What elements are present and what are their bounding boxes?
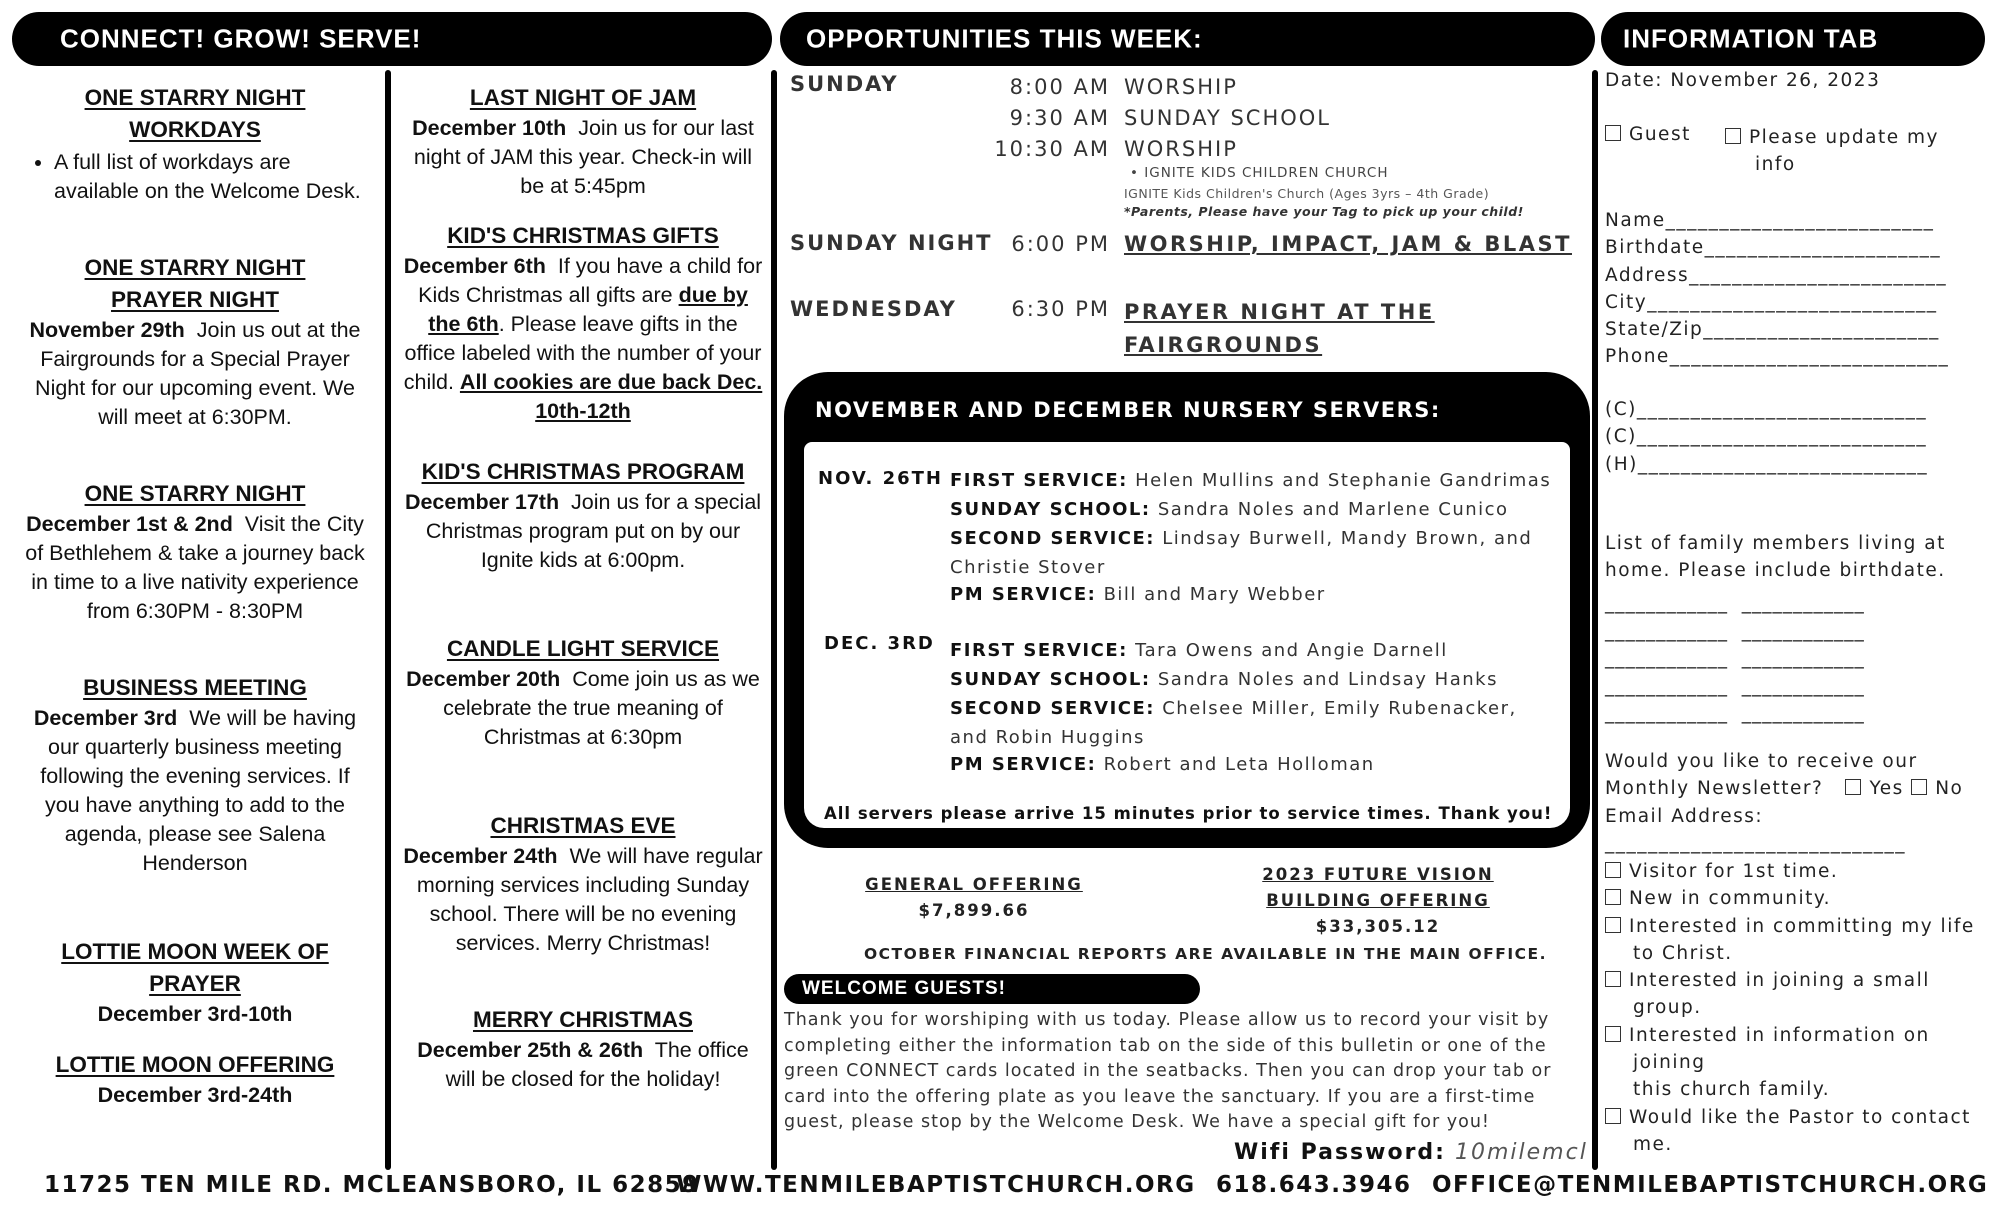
nursery-row: SUNDAY SCHOOL: Sandra Noles and Lindsay Hanks	[950, 669, 1498, 690]
email-field[interactable]: ____________________________	[1605, 832, 1906, 854]
sched-time: 9:30 AM	[1009, 106, 1110, 130]
event-prayer-night	[20, 252, 370, 432]
event-workdays	[20, 82, 370, 206]
family-line[interactable]: ____________ ____________	[1605, 593, 1865, 614]
sched-parents-note: *Parents, Please have your Tag to pick up your child!	[1124, 204, 1524, 219]
contact-fields[interactable]	[1605, 207, 1949, 371]
building-offering-label: 2023 FUTURE VISION BUILDING OFFERING	[1262, 865, 1494, 910]
info-tab-header	[1601, 12, 1985, 66]
family-members-lines[interactable]	[1605, 590, 1865, 728]
welcome-header	[784, 974, 1200, 1004]
checkbox-icon[interactable]	[1845, 779, 1861, 795]
event-title: KID'S CHRISTMAS PROGRAM	[421, 459, 745, 484]
sched-sunday-night: SUNDAY NIGHT	[790, 231, 993, 255]
address-field[interactable]: Address________________________	[1605, 264, 1948, 286]
checkbox-icon[interactable]	[1605, 125, 1621, 141]
nursery-footer: All servers please arrive 15 minutes prior to service times. Thank you!	[824, 804, 1553, 823]
event-body: December 17th Join us for a special Christmas program put on by our Ignite kids at 6:00pm.	[404, 490, 762, 572]
opt-small-group[interactable]: Interested in joining a small group.	[1605, 967, 1975, 1022]
guest-checkbox[interactable]: Guest	[1605, 124, 1691, 145]
sched-wednesday: WEDNESDAY	[790, 297, 957, 321]
event-starry-night	[20, 478, 370, 626]
event-title: CANDLE LIGHT SERVICE	[446, 636, 720, 661]
nursery-title: NOVEMBER AND DECEMBER NURSERY SERVERS:	[815, 398, 1441, 422]
newsletter-section	[1605, 748, 1963, 857]
nursery-row: SECOND SERVICE: Lindsay Burwell, Mandy Brown, and Christie Stover	[950, 528, 1533, 578]
welcome-header-text: WELCOME GUESTS!	[802, 978, 1006, 999]
checkbox-icon[interactable]	[1605, 889, 1621, 905]
event-business-meeting	[20, 672, 370, 878]
event-title: MERRY CHRISTMAS	[472, 1007, 693, 1032]
event-body: December 3rd We will be having our quarterly business meeting following the evening services. If you have anything to add to the agenda, please see Salena Henderson	[33, 706, 357, 875]
event-title: BUSINESS MEETING	[83, 675, 307, 700]
footer-email[interactable]: OFFICE@TENMILEBAPTISTCHURCH.ORG	[1432, 1172, 1989, 1198]
family-members-prompt: List of family members living at home. Please include birthdate.	[1605, 533, 1946, 581]
nursery-row: SUNDAY SCHOOL: Sandra Noles and Marlene Cunico	[950, 499, 1509, 520]
home-field[interactable]: (H)___________________________	[1605, 453, 1929, 475]
event-body: December 25th & 26th The office will be closed for the holiday!	[417, 1038, 749, 1091]
nursery-date: NOV. 26TH	[818, 468, 943, 489]
footer-address: 11725 TEN MILE RD. MCLEANSBORO, IL 62859	[44, 1172, 700, 1198]
sched-activity: WORSHIP	[1124, 75, 1238, 99]
connect-header-text: CONNECT! GROW! SERVE!	[60, 23, 422, 54]
opt-commit-life[interactable]: Interested in committing my life to Christ.	[1605, 913, 1975, 968]
general-offering-label: GENERAL OFFERING	[865, 875, 1083, 894]
opt-pastor-contact[interactable]: Would like the Pastor to contact me.	[1605, 1104, 1975, 1159]
event-merry-christmas	[400, 1004, 766, 1094]
newsletter-question: Would you like to receive our	[1605, 751, 1918, 772]
info-date: Date: November 26, 2023	[1605, 70, 1881, 91]
footer-phone: 618.643.3946	[1216, 1172, 1412, 1198]
sched-link-worship[interactable]: WORSHIP, IMPACT, JAM & BLAST	[1124, 232, 1572, 256]
connect-header	[12, 12, 772, 66]
checkbox-icon[interactable]	[1725, 128, 1741, 144]
opt-visitor[interactable]: Visitor for 1st time.	[1605, 858, 1975, 885]
family-line[interactable]: ____________ ____________	[1605, 675, 1865, 697]
event-title: KID'S CHRISTMAS GIFTS	[447, 223, 719, 248]
name-field[interactable]: Name_________________________	[1605, 210, 1935, 231]
opt-church-info[interactable]: Interested in information on joining this church family.	[1605, 1022, 1975, 1104]
event-title: LOTTIE MOON WEEK OF PRAYER	[61, 939, 329, 996]
sched-time: 6:30 PM	[1011, 297, 1110, 321]
sched-sunday: SUNDAY	[790, 72, 899, 96]
opportunities-header-text: OPPORTUNITIES THIS WEEK:	[806, 23, 1203, 54]
event-title: ONE STARRY NIGHT PRAYER NIGHT	[84, 255, 306, 312]
sched-time: 8:00 AM	[1009, 75, 1110, 99]
event-lottie-week	[20, 936, 370, 1029]
divider-right	[1592, 70, 1598, 1170]
event-body: December 6th If you have a child for Kids Christmas all gifts are due by the 6th. Please leave gifts in the office labeled with the number of your child. All cookies are due back Dec. 10th-12th	[403, 254, 763, 423]
event-title: CHRISTMAS EVE	[490, 813, 676, 838]
event-last-jam	[400, 82, 766, 201]
left-events-column	[20, 82, 370, 1110]
family-line[interactable]: ____________ ____________	[1605, 648, 1865, 669]
checkbox-icon[interactable]	[1605, 1108, 1621, 1124]
footer-website[interactable]: WWW.TENMILEBAPTISTCHURCH.ORG	[676, 1172, 1196, 1198]
financial-reports-note: OCTOBER FINANCIAL REPORTS ARE AVAILABLE IN THE MAIN OFFICE.	[864, 945, 1547, 963]
nursery-row: FIRST SERVICE: Tara Owens and Angie Darnell	[950, 640, 1448, 661]
newsletter-options: Monthly Newsletter? Yes No	[1605, 778, 1964, 800]
event-date: December 3rd-24th	[97, 1083, 293, 1107]
event-body: December 10th Join us for our last night of JAM this year. Check-in will be at 5:45pm	[412, 116, 754, 198]
family-line[interactable]: ____________ ____________	[1605, 703, 1865, 724]
event-date: December 3rd-10th	[97, 1002, 293, 1026]
sched-time: 10:30 AM	[994, 137, 1110, 161]
sched-activity: WORSHIP	[1124, 137, 1238, 161]
nursery-row: PM SERVICE: Robert and Leta Holloman	[950, 754, 1375, 775]
event-body: November 29th Join us out at the Fairgrounds for a Special Prayer Night for our upcoming event. We will meet at 6:30PM.	[29, 318, 361, 429]
opt-new-community[interactable]: New in community.	[1605, 885, 1975, 912]
birthdate-field[interactable]: Birthdate______________________	[1605, 237, 1942, 259]
general-offering	[844, 872, 1104, 924]
sched-time: 6:00 PM	[1011, 232, 1110, 256]
nursery-row: PM SERVICE: Bill and Mary Webber	[950, 584, 1326, 605]
event-title: LAST NIGHT OF JAM	[469, 85, 697, 110]
event-bullet: • A full list of workdays are available on the Welcome Desk.	[54, 148, 370, 206]
event-body: December 24th We will have regular morning services including Sunday school. There will be no evening services. Merry Christmas!	[403, 844, 763, 955]
event-title: LOTTIE MOON OFFERING	[55, 1052, 335, 1077]
city-field[interactable]: City___________________________	[1605, 291, 1938, 313]
divider-left	[385, 70, 391, 1170]
checkbox-icon[interactable]	[1605, 1026, 1621, 1042]
cell-field-1[interactable]: (C)___________________________	[1605, 399, 1928, 420]
welcome-text: Thank you for worshiping with us today. Please allow us to record your visit by completing either the information tab on the side of this bulletin or one of the green CONNECT cards located in the seatbacks. Then you can drop your tab or card into the offering plate as you leave the sanctuary. If you are a first-time guest, please stop by the Welcome Desk. We have a special gift for you!	[784, 1010, 1552, 1132]
event-title: ONE STARRY NIGHT	[84, 481, 306, 506]
event-body: December 1st & 2nd Visit the City of Bethlehem & take a journey back in time to a live nativity experience from 6:30PM - 8:30PM	[25, 512, 365, 623]
sched-ignite-sub: IGNITE Kids Children's Church (Ages 3yrs – 4th Grade)	[1124, 186, 1490, 201]
event-candle-light	[400, 633, 766, 752]
phone-field[interactable]: Phone__________________________	[1605, 346, 1950, 368]
event-kids-gifts	[400, 220, 766, 426]
event-body: December 20th Come join us as we celebrate the true meaning of Christmas at 6:30pm	[406, 667, 760, 749]
middle-events-column	[400, 82, 766, 1094]
event-bullets	[20, 148, 370, 206]
checkbox-icon[interactable]	[1605, 917, 1621, 933]
newsletter-no[interactable]: No	[1935, 778, 1964, 800]
cell-field-2[interactable]: (C)___________________________	[1605, 426, 1928, 448]
sched-link-prayer-night[interactable]: PRAYER NIGHT AT THE FAIRGROUNDS	[1124, 300, 1435, 357]
info-tab-header-text: INFORMATION TAB	[1623, 23, 1879, 54]
nursery-date: DEC. 3RD	[824, 633, 935, 654]
wifi-password: Wifi Password: 10milemcl	[1234, 1140, 1588, 1165]
family-line[interactable]: ____________ ____________	[1605, 620, 1865, 642]
email-label: Email Address:	[1605, 805, 1764, 827]
statezip-field[interactable]: State/Zip______________________	[1605, 319, 1940, 341]
interest-checklist[interactable]	[1605, 858, 1975, 1158]
checkbox-icon[interactable]	[1605, 862, 1621, 878]
checkbox-icon[interactable]	[1605, 971, 1621, 987]
event-kids-program	[400, 456, 766, 575]
event-lottie-offering	[20, 1049, 370, 1110]
sched-ignite: • IGNITE KIDS CHILDREN CHURCH	[1130, 165, 1389, 181]
nursery-row: FIRST SERVICE: Helen Mullins and Stephanie Gandrimas	[950, 470, 1552, 491]
divider-mid	[771, 70, 777, 1170]
building-offering	[1238, 862, 1518, 940]
opportunities-header	[780, 12, 1595, 66]
event-christmas-eve	[400, 810, 766, 958]
nursery-row: SECOND SERVICE: Chelsee Miller, Emily Rubenacker, and Robin Huggins	[950, 698, 1517, 748]
sched-activity: SUNDAY SCHOOL	[1124, 106, 1331, 130]
event-title: ONE STARRY NIGHT WORKDAYS	[84, 85, 306, 142]
phone-fields[interactable]	[1605, 396, 1928, 478]
general-offering-amount: $7,899.66	[918, 901, 1030, 920]
building-offering-amount: $33,305.12	[1315, 917, 1441, 936]
checkbox-icon[interactable]	[1911, 779, 1927, 795]
update-info-checkbox[interactable]: Please update my info	[1725, 124, 1939, 178]
newsletter-yes[interactable]: Yes	[1869, 778, 1904, 800]
